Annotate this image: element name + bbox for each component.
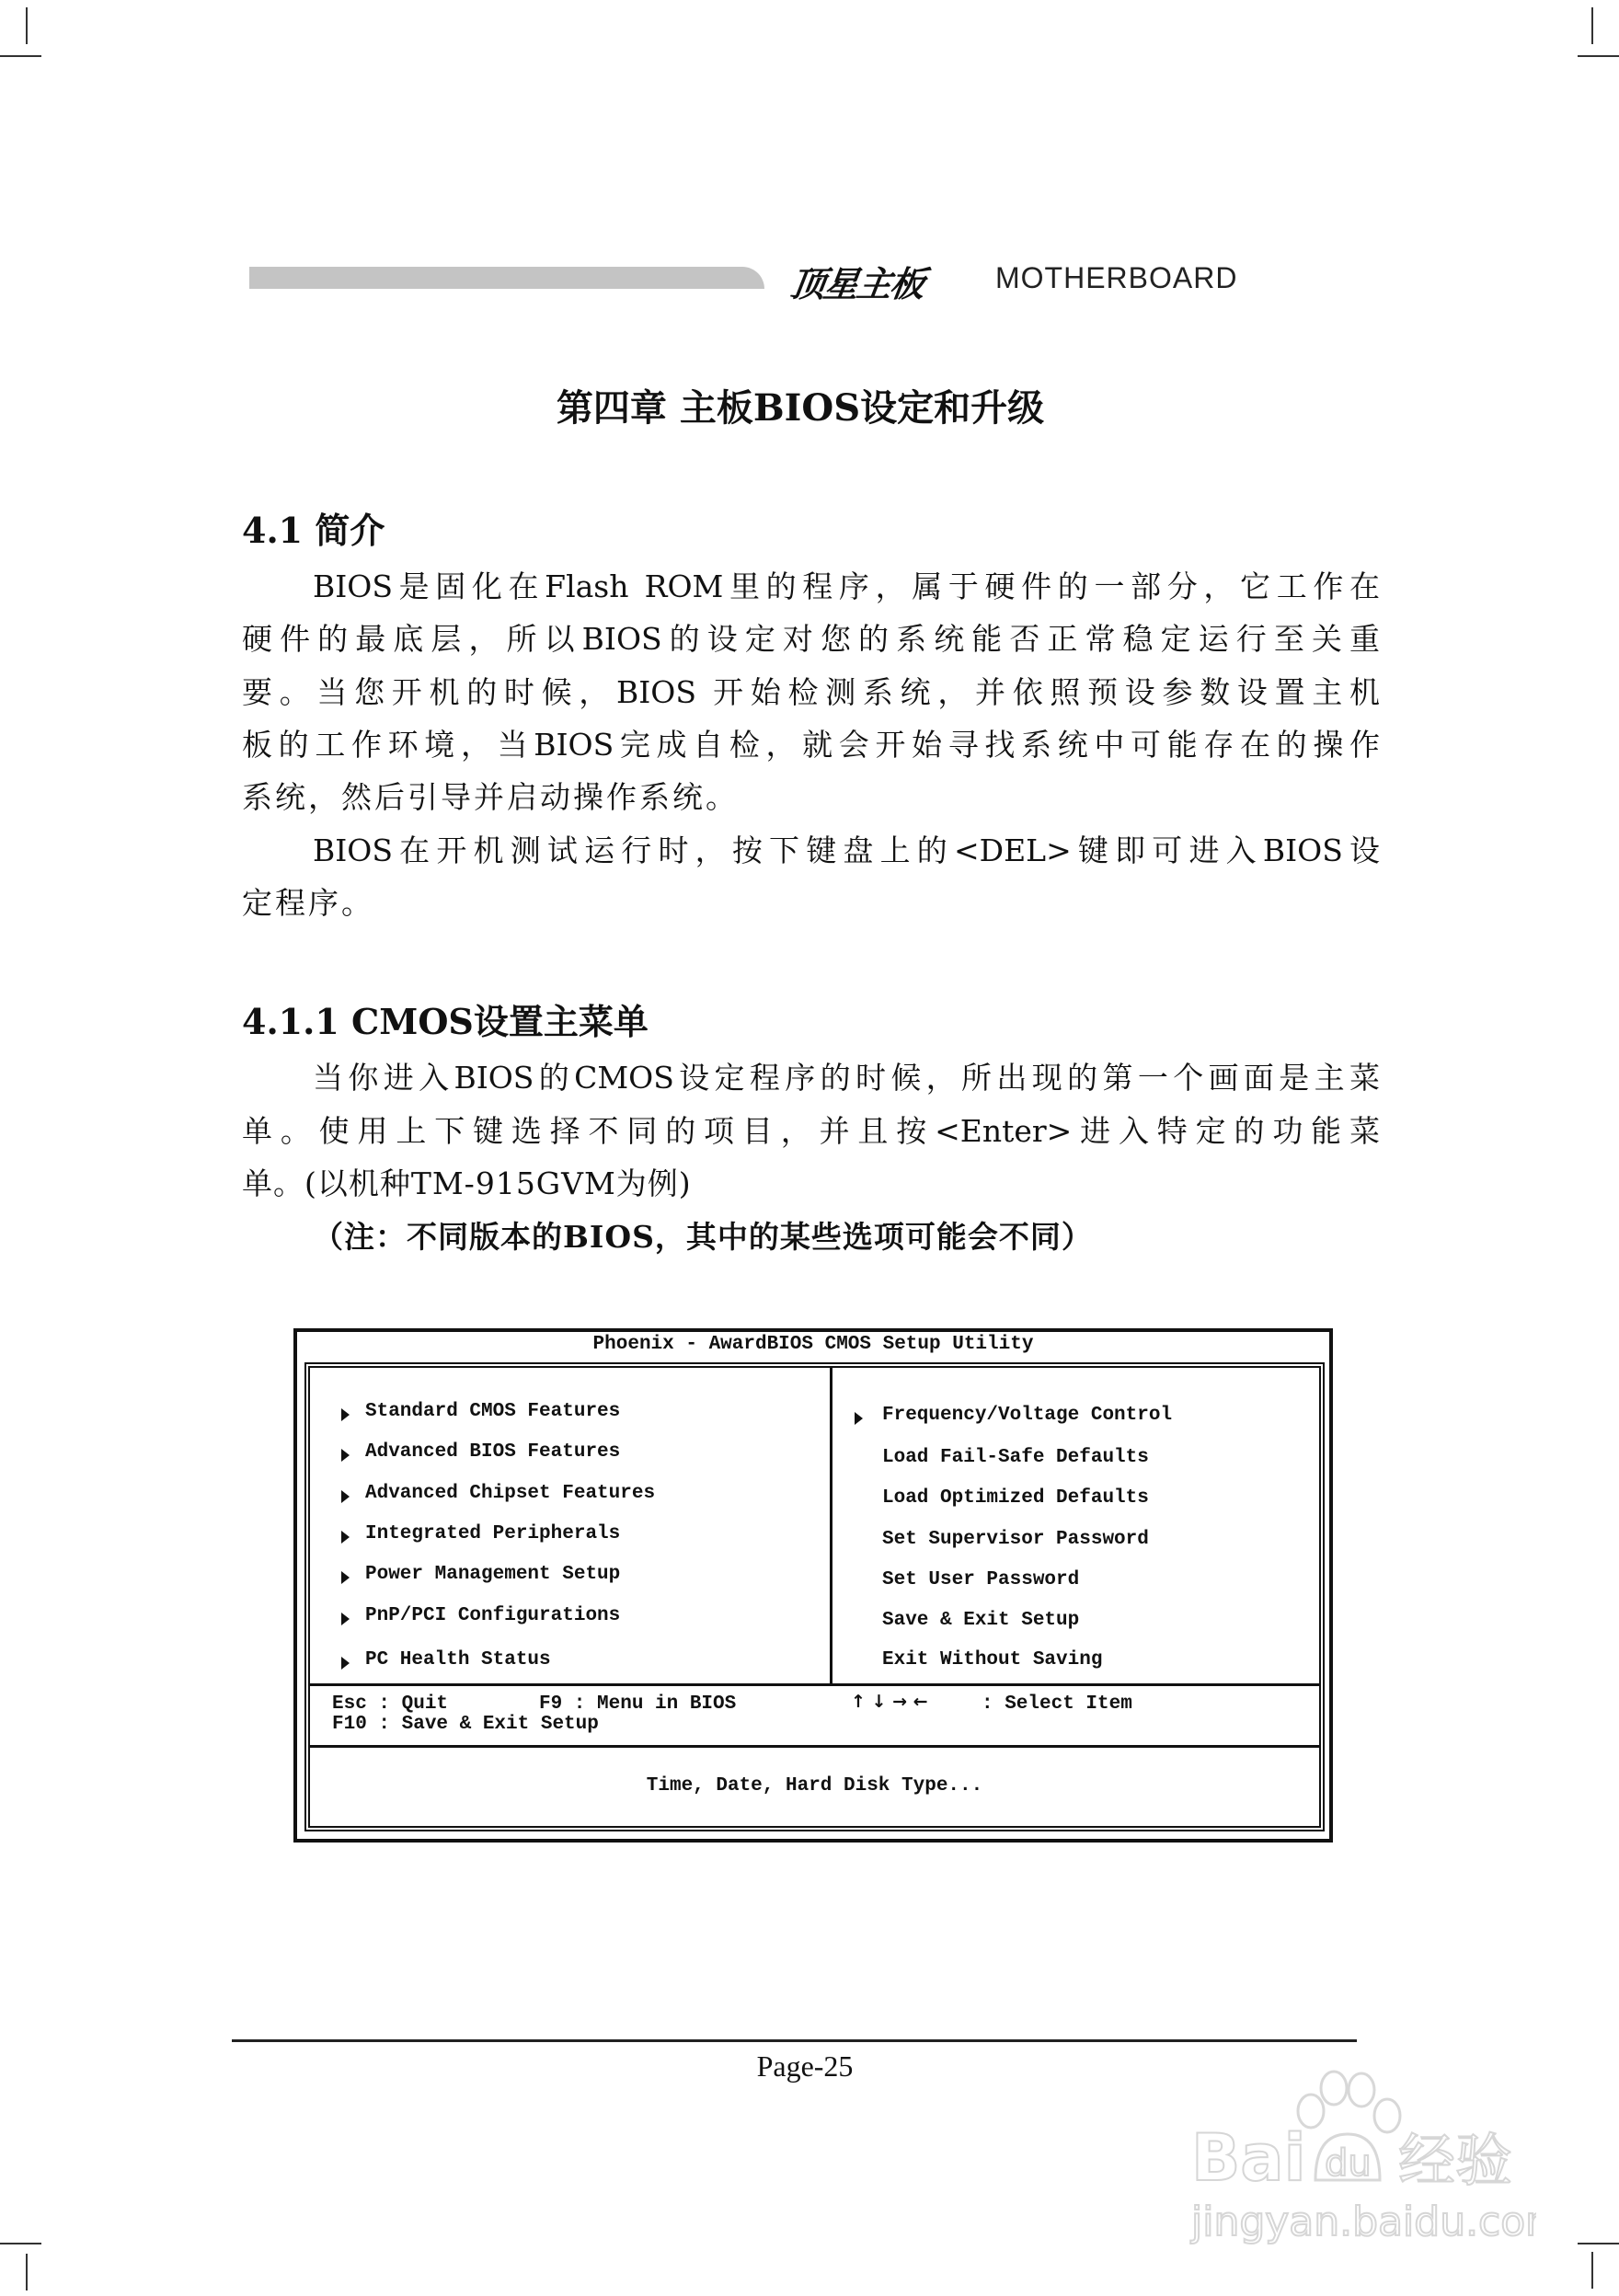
crop-mark [0,2243,41,2244]
footer-rule [232,2039,1357,2042]
paragraph-line: BIOS在开机测试运行时，按下键盘上的<DEL>键即可进入BIOS设 [313,832,1380,868]
note: （注：不同版本的BIOS，其中的某些选项可能会不同） [313,1219,1093,1255]
submenu-arrow-icon [341,1613,350,1625]
svg-text:du: du [1325,2142,1372,2185]
section-heading: 4.1.1 CMOS设置主菜单 [242,1001,649,1042]
submenu-arrow-icon [341,1408,350,1421]
bios-screenshot [293,1328,1333,1843]
bios-menu-item[interactable]: Standard CMOS Features [365,1401,621,1422]
crop-mark [1578,2243,1619,2244]
bios-menu-item[interactable]: Set Supervisor Password [882,1529,1149,1550]
submenu-arrow-icon [341,1571,350,1584]
bios-title: Phoenix - AwardBIOS CMOS Setup Utility [592,1334,1034,1355]
paragraph-line: 单。(以机种TM-915GVM为例) [242,1165,692,1201]
page-number: Page-25 [756,2049,854,2083]
arrow-keys-icon: ↑ ↓ → ← [851,1692,928,1712]
paragraph-line: 当你进入BIOS的CMOS设定程序的时候，所出现的第一个画面是主菜 [313,1060,1380,1096]
paragraph-line: 单。使用上下键选择不同的项目，并且按<Enter>进入特定的功能菜 [242,1113,1380,1149]
brand-logo: 顶星主板 [787,264,926,304]
svg-text:jingyan.baidu.com: jingyan.baidu.com [1191,2198,1536,2245]
bios-menu-item[interactable]: Load Fail-Safe Defaults [882,1447,1149,1468]
bios-menu-item[interactable]: Load Optimized Defaults [882,1487,1149,1509]
submenu-arrow-icon [341,1449,350,1462]
crop-mark [1578,55,1619,57]
svg-text:经验: 经验 [1398,2127,1513,2194]
paragraph-line: 定程序。 [242,885,374,921]
svg-text:Bai: Bai [1191,2120,1306,2196]
crop-mark [1591,7,1593,44]
brand-subtitle: MOTHERBOARD [995,261,1238,294]
bios-menu-item[interactable]: Save & Exit Setup [882,1610,1080,1631]
bios-menu-item[interactable]: Power Management Setup [365,1564,621,1585]
bios-menu-item[interactable]: PnP/PCI Configurations [365,1605,621,1626]
section-heading: 4.1 简介 [242,510,385,551]
bios-menu-item[interactable]: PC Health Status [365,1649,551,1670]
crop-mark [26,2254,28,2290]
key-f9: F9 : Menu in BIOS [539,1693,737,1715]
key-select: : Select Item [982,1693,1132,1715]
bios-menu-item[interactable]: Advanced BIOS Features [365,1441,621,1463]
item-description: Time, Date, Hard Disk Type... [646,1775,983,1797]
submenu-arrow-icon [341,1657,350,1670]
bios-main-panel [304,1362,1325,1831]
crop-mark [1591,2252,1593,2289]
submenu-arrow-icon [341,1490,350,1503]
paragraph-line: 要。当您开机的时候，BIOS 开始检测系统，并依照预设参数设置主机 [242,674,1380,710]
paragraph-line: BIOS是固化在Flash ROM里的程序，属于硬件的一部分，它工作在 [313,568,1380,604]
paragraph-line: 硬件的最底层，所以BIOS的设定对您的系统能否正常稳定运行至关重 [242,621,1380,657]
key-esc: Esc : Quit [332,1693,449,1715]
bios-menu-item[interactable]: Frequency/Voltage Control [882,1405,1173,1426]
baidu-paw-logo [1150,2051,1536,2263]
key-f10: F10 : Save & Exit Setup [332,1714,599,1735]
paragraph-line: 板的工作环境，当BIOS完成自检，就会开始寻找系统中可能存在的操作 [242,727,1380,763]
submenu-arrow-icon [855,1412,863,1425]
crop-mark [0,55,41,57]
header-bar [249,267,764,289]
chapter-title: 第四章 主板BIOS设定和升级 [556,386,1045,430]
divider [310,1745,1319,1748]
bios-menu-item[interactable]: Advanced Chipset Features [365,1483,656,1504]
paragraph-line: 系统，然后引导并启动操作系统。 [242,779,739,815]
baidu-watermark [1150,2051,1536,2267]
bios-menu-item[interactable]: Integrated Peripherals [365,1523,621,1544]
divider [310,1683,1319,1686]
column-divider [830,1368,832,1683]
submenu-arrow-icon [341,1531,350,1544]
bios-menu-item[interactable]: Exit Without Saving [882,1649,1103,1670]
crop-mark [26,7,28,44]
bios-menu-item[interactable]: Set User Password [882,1569,1080,1590]
